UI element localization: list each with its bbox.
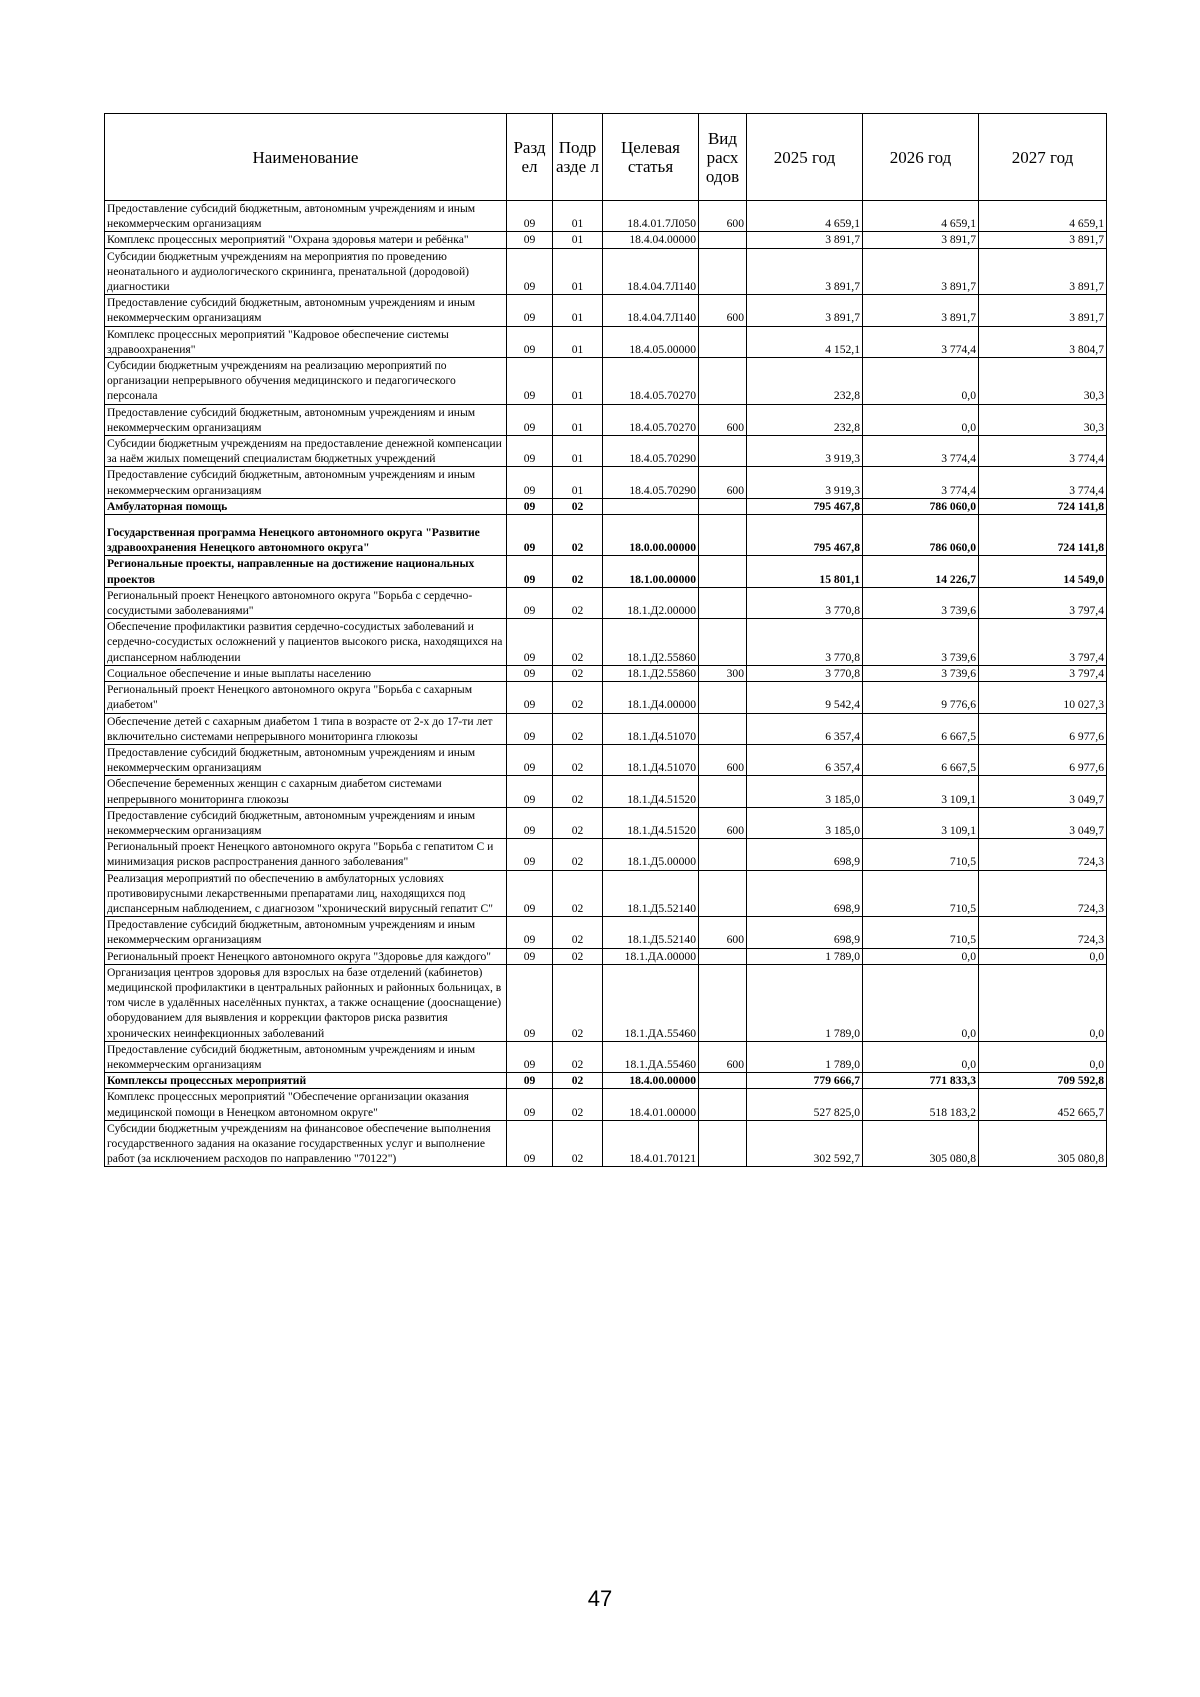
page-number: 47: [587, 1586, 613, 1611]
table-row: [105, 358, 1107, 405]
row-section: 09: [507, 232, 553, 248]
row-name: Субсидии бюджетным учреждениям на мероприятия по проведению неонатального и аудиологического скрининга, пренатальной (дородовой) диагностики: [105, 248, 507, 295]
row-section: 09: [507, 1120, 553, 1167]
row-section: 09: [507, 498, 553, 514]
row-target: 18.4.05.70290: [603, 467, 699, 498]
row-name: Предоставление субсидий бюджетным, автономным учреждениям и иным некоммерческим организациям: [105, 404, 507, 435]
row-value-2027: 3 891,7: [979, 248, 1107, 295]
row-target: 18.1.Д5.52140: [603, 917, 699, 948]
row-value-2025: 3 185,0: [747, 807, 863, 838]
row-name: Комплекс процессных мероприятий "Кадровое обеспечение системы здравоохранения": [105, 326, 507, 357]
row-value-2025: 779 666,7: [747, 1073, 863, 1089]
table-row: [105, 436, 1107, 467]
row-value-2026: 786 060,0: [863, 515, 979, 556]
table-row: [105, 232, 1107, 248]
row-value-2025: 3 770,8: [747, 619, 863, 666]
row-subsection: 01: [553, 248, 603, 295]
row-target: 18.1.Д2.00000: [603, 587, 699, 618]
table-row: [105, 713, 1107, 744]
row-target: 18.1.Д4.51070: [603, 713, 699, 744]
row-target: 18.1.Д4.51070: [603, 744, 699, 775]
row-subsection: 02: [553, 682, 603, 713]
row-value-2026: 6 667,5: [863, 744, 979, 775]
row-value-2025: 1 789,0: [747, 948, 863, 964]
table-row: [105, 744, 1107, 775]
row-kind: 600: [699, 744, 747, 775]
row-target: 18.1.ДА.00000: [603, 948, 699, 964]
table-row: [105, 326, 1107, 357]
row-name: Региональный проект Ненецкого автономного округа "Здоровье для каждого": [105, 948, 507, 964]
table-row: [105, 682, 1107, 713]
row-value-2026: 3 774,4: [863, 326, 979, 357]
table-row: [105, 556, 1107, 587]
row-subsection: 02: [553, 556, 603, 587]
row-target: 18.4.01.00000: [603, 1089, 699, 1120]
row-section: 09: [507, 556, 553, 587]
row-subsection: 02: [553, 713, 603, 744]
row-value-2027: 3 797,4: [979, 619, 1107, 666]
row-kind: [699, 436, 747, 467]
row-value-2027: 305 080,8: [979, 1120, 1107, 1167]
table-row: [105, 1041, 1107, 1072]
row-value-2025: 232,8: [747, 358, 863, 405]
column-header-subsection: Подр азде л: [553, 114, 603, 201]
row-value-2026: 4 659,1: [863, 201, 979, 232]
row-name: Комплексы процессных мероприятий: [105, 1073, 507, 1089]
row-value-2026: 14 226,7: [863, 556, 979, 587]
row-name: Предоставление субсидий бюджетным, автономным учреждениям и иным некоммерческим организациям: [105, 467, 507, 498]
row-target: 18.4.05.00000: [603, 326, 699, 357]
row-kind: [699, 498, 747, 514]
row-subsection: 02: [553, 839, 603, 870]
row-subsection: 02: [553, 964, 603, 1041]
row-name: Предоставление субсидий бюджетным, автономным учреждениям и иным некоммерческим организациям: [105, 917, 507, 948]
row-name: Предоставление субсидий бюджетным, автономным учреждениям и иным некоммерческим организациям: [105, 295, 507, 326]
row-value-2026: 3 109,1: [863, 776, 979, 807]
row-value-2025: 4 659,1: [747, 201, 863, 232]
row-kind: 600: [699, 917, 747, 948]
table-row: [105, 870, 1107, 917]
row-value-2025: 795 467,8: [747, 498, 863, 514]
table-row: [105, 665, 1107, 681]
table-row: [105, 201, 1107, 232]
row-value-2026: 771 833,3: [863, 1073, 979, 1089]
column-header-kind: Вид расх одов: [699, 114, 747, 201]
row-subsection: 02: [553, 917, 603, 948]
row-value-2025: 698,9: [747, 839, 863, 870]
row-value-2027: 724,3: [979, 870, 1107, 917]
row-value-2026: 3 774,4: [863, 467, 979, 498]
row-name: Комплекс процессных мероприятий "Охрана здоровья матери и ребёнка": [105, 232, 507, 248]
row-kind: [699, 326, 747, 357]
row-value-2027: 4 659,1: [979, 201, 1107, 232]
column-header-target: Целевая статья: [603, 114, 699, 201]
row-name: Социальное обеспечение и иные выплаты населению: [105, 665, 507, 681]
row-subsection: 02: [553, 1089, 603, 1120]
row-value-2027: 724 141,8: [979, 498, 1107, 514]
row-kind: [699, 682, 747, 713]
row-section: 09: [507, 467, 553, 498]
row-target: 18.0.00.00000: [603, 515, 699, 556]
row-section: 09: [507, 776, 553, 807]
row-section: 09: [507, 295, 553, 326]
row-target: 18.1.Д4.00000: [603, 682, 699, 713]
row-value-2026: 9 776,6: [863, 682, 979, 713]
row-value-2027: 724,3: [979, 917, 1107, 948]
row-value-2027: 3 774,4: [979, 467, 1107, 498]
row-kind: 600: [699, 1041, 747, 1072]
row-value-2026: 518 183,2: [863, 1089, 979, 1120]
row-target: 18.4.04.7Л140: [603, 248, 699, 295]
table-row: [105, 587, 1107, 618]
row-target: 18.1.Д4.51520: [603, 776, 699, 807]
row-value-2026: 710,5: [863, 917, 979, 948]
row-section: 09: [507, 682, 553, 713]
row-value-2027: 0,0: [979, 964, 1107, 1041]
row-name: Обеспечение детей с сахарным диабетом 1 типа в возрасте от 2-х до 17-ти лет включительно системами непрерывного мониторинга глюкозы: [105, 713, 507, 744]
row-kind: [699, 587, 747, 618]
row-subsection: 01: [553, 201, 603, 232]
row-section: 09: [507, 917, 553, 948]
row-section: 09: [507, 948, 553, 964]
row-section: 09: [507, 404, 553, 435]
row-kind: [699, 964, 747, 1041]
row-subsection: 02: [553, 807, 603, 838]
row-value-2027: 709 592,8: [979, 1073, 1107, 1089]
row-subsection: 02: [553, 1041, 603, 1072]
row-value-2026: 3 739,6: [863, 665, 979, 681]
row-target: [603, 498, 699, 514]
row-value-2025: 232,8: [747, 404, 863, 435]
row-value-2027: 6 977,6: [979, 713, 1107, 744]
row-kind: [699, 619, 747, 666]
row-name: Субсидии бюджетным учреждениям на реализацию мероприятий по организации непрерывного обучения медицинского и педагогического персонала: [105, 358, 507, 405]
row-subsection: 02: [553, 587, 603, 618]
row-target: 18.4.01.7Л050: [603, 201, 699, 232]
row-target: 18.1.Д2.55860: [603, 665, 699, 681]
row-kind: 600: [699, 467, 747, 498]
row-target: 18.4.00.00000: [603, 1073, 699, 1089]
row-target: 18.4.05.70270: [603, 358, 699, 405]
row-target: 18.4.05.70290: [603, 436, 699, 467]
row-section: 09: [507, 587, 553, 618]
row-subsection: 01: [553, 436, 603, 467]
row-kind: [699, 948, 747, 964]
row-value-2025: 698,9: [747, 870, 863, 917]
row-section: 09: [507, 1073, 553, 1089]
table-row: [105, 467, 1107, 498]
row-kind: [699, 870, 747, 917]
table-row: [105, 839, 1107, 870]
row-section: 09: [507, 1041, 553, 1072]
row-subsection: 01: [553, 358, 603, 405]
row-kind: [699, 358, 747, 405]
row-kind: [699, 248, 747, 295]
row-value-2027: 3 804,7: [979, 326, 1107, 357]
row-name: Региональный проект Ненецкого автономного округа "Борьба с гепатитом С и минимизация рисков распространения данного заболевания": [105, 839, 507, 870]
row-name: Комплекс процессных мероприятий "Обеспечение организации оказания медицинской помощи в Ненецком автономном округе": [105, 1089, 507, 1120]
row-target: 18.1.ДА.55460: [603, 964, 699, 1041]
table-body: [105, 201, 1107, 1167]
row-target: 18.4.05.70270: [603, 404, 699, 435]
column-header-2027: 2027 год: [979, 114, 1107, 201]
row-section: 09: [507, 807, 553, 838]
table-row: [105, 515, 1107, 556]
row-value-2025: 9 542,4: [747, 682, 863, 713]
row-value-2027: 3 797,4: [979, 587, 1107, 618]
row-section: 09: [507, 870, 553, 917]
row-value-2025: 3 770,8: [747, 665, 863, 681]
row-value-2026: 3 891,7: [863, 232, 979, 248]
row-kind: [699, 1089, 747, 1120]
row-name: Предоставление субсидий бюджетным, автономным учреждениям и иным некоммерческим организациям: [105, 201, 507, 232]
row-value-2026: 3 739,6: [863, 619, 979, 666]
row-target: 18.1.00.00000: [603, 556, 699, 587]
row-name: Региональные проекты, направленные на достижение национальных проектов: [105, 556, 507, 587]
row-section: 09: [507, 964, 553, 1041]
row-section: 09: [507, 839, 553, 870]
table-row: [105, 404, 1107, 435]
row-value-2027: 0,0: [979, 948, 1107, 964]
row-value-2026: 710,5: [863, 839, 979, 870]
row-kind: [699, 713, 747, 744]
row-value-2027: 10 027,3: [979, 682, 1107, 713]
table-row: [105, 776, 1107, 807]
table-header-row: [105, 114, 1107, 201]
row-subsection: 01: [553, 467, 603, 498]
row-value-2026: 3 891,7: [863, 248, 979, 295]
row-value-2025: 1 789,0: [747, 1041, 863, 1072]
row-value-2027: 724 141,8: [979, 515, 1107, 556]
table-row: [105, 948, 1107, 964]
row-kind: 600: [699, 201, 747, 232]
row-name: Предоставление субсидий бюджетным, автономным учреждениям и иным некоммерческим организациям: [105, 1041, 507, 1072]
row-subsection: 02: [553, 515, 603, 556]
row-name: Организация центров здоровья для взрослых на базе отделений (кабинетов) медицинской профилактики в центральных районных и районных больницах, в том числе в удалённых населённых пунктах, а также оснащение (дооснащение) оборудованием для выявления и коррекции факторов риска развития хронических неинфекционных заболеваний: [105, 964, 507, 1041]
row-name: Амбулаторная помощь: [105, 498, 507, 514]
row-value-2027: 452 665,7: [979, 1089, 1107, 1120]
row-section: 09: [507, 436, 553, 467]
column-header-2025: 2025 год: [747, 114, 863, 201]
row-value-2026: 786 060,0: [863, 498, 979, 514]
row-subsection: 02: [553, 744, 603, 775]
row-value-2025: 3 891,7: [747, 295, 863, 326]
row-value-2025: 3 891,7: [747, 248, 863, 295]
row-kind: 600: [699, 295, 747, 326]
row-value-2025: 302 592,7: [747, 1120, 863, 1167]
table-row: [105, 1089, 1107, 1120]
row-section: 09: [507, 326, 553, 357]
row-value-2027: 3 049,7: [979, 807, 1107, 838]
row-subsection: 01: [553, 326, 603, 357]
row-target: 18.1.Д5.52140: [603, 870, 699, 917]
table-row: [105, 248, 1107, 295]
row-subsection: 01: [553, 295, 603, 326]
row-value-2027: 6 977,6: [979, 744, 1107, 775]
row-name: Государственная программа Ненецкого автономного округа "Развитие здравоохранения Ненецкого автономного округа": [105, 515, 507, 556]
row-value-2026: 0,0: [863, 358, 979, 405]
column-header-2026: 2026 год: [863, 114, 979, 201]
row-section: 09: [507, 515, 553, 556]
row-value-2027: 30,3: [979, 404, 1107, 435]
row-name: Субсидии бюджетным учреждениям на предоставление денежной компенсации за наём жилых помещений специалистам бюджетных учреждений: [105, 436, 507, 467]
row-value-2025: 6 357,4: [747, 744, 863, 775]
row-section: 09: [507, 665, 553, 681]
row-value-2027: 724,3: [979, 839, 1107, 870]
row-value-2026: 3 891,7: [863, 295, 979, 326]
row-name: Региональный проект Ненецкого автономного округа "Борьба с сердечно-сосудистыми заболеваниями": [105, 587, 507, 618]
row-subsection: 02: [553, 498, 603, 514]
row-name: Субсидии бюджетным учреждениям на финансовое обеспечение выполнения государственного задания на оказание государственных услуг и выполнение работ (за исключением расходов по направлению "70122"): [105, 1120, 507, 1167]
row-value-2025: 3 185,0: [747, 776, 863, 807]
row-value-2026: 3 739,6: [863, 587, 979, 618]
row-value-2027: 30,3: [979, 358, 1107, 405]
row-subsection: 02: [553, 870, 603, 917]
table-row: [105, 807, 1107, 838]
row-section: 09: [507, 248, 553, 295]
row-section: 09: [507, 201, 553, 232]
row-kind: [699, 515, 747, 556]
table-row: [105, 498, 1107, 514]
row-value-2025: 3 891,7: [747, 232, 863, 248]
row-value-2026: 710,5: [863, 870, 979, 917]
row-value-2026: 6 667,5: [863, 713, 979, 744]
row-value-2026: 305 080,8: [863, 1120, 979, 1167]
row-kind: 300: [699, 665, 747, 681]
row-section: 09: [507, 619, 553, 666]
row-value-2027: 0,0: [979, 1041, 1107, 1072]
row-value-2025: 3 919,3: [747, 467, 863, 498]
row-kind: [699, 1120, 747, 1167]
row-target: 18.1.ДА.55460: [603, 1041, 699, 1072]
row-value-2026: 0,0: [863, 1041, 979, 1072]
row-value-2025: 6 357,4: [747, 713, 863, 744]
column-header-name: Наименование: [105, 114, 507, 201]
row-section: 09: [507, 1089, 553, 1120]
row-subsection: 02: [553, 776, 603, 807]
row-value-2025: 795 467,8: [747, 515, 863, 556]
row-name: Предоставление субсидий бюджетным, автономным учреждениям и иным некоммерческим организациям: [105, 744, 507, 775]
row-target: 18.4.01.70121: [603, 1120, 699, 1167]
row-name: Обеспечение беременных женщин с сахарным диабетом системами непрерывного мониторинга глюкозы: [105, 776, 507, 807]
row-section: 09: [507, 358, 553, 405]
row-kind: [699, 556, 747, 587]
row-kind: 600: [699, 807, 747, 838]
table-row: [105, 964, 1107, 1041]
row-subsection: 02: [553, 1073, 603, 1089]
row-value-2026: 3 774,4: [863, 436, 979, 467]
row-kind: [699, 232, 747, 248]
row-value-2027: 3 891,7: [979, 232, 1107, 248]
row-value-2027: 3 891,7: [979, 295, 1107, 326]
row-value-2025: 527 825,0: [747, 1089, 863, 1120]
row-value-2025: 3 919,3: [747, 436, 863, 467]
row-kind: 600: [699, 404, 747, 435]
row-value-2027: 3 797,4: [979, 665, 1107, 681]
budget-table: [104, 113, 1107, 1167]
table-row: [105, 1073, 1107, 1089]
row-name: Предоставление субсидий бюджетным, автономным учреждениям и иным некоммерческим организациям: [105, 807, 507, 838]
row-section: 09: [507, 713, 553, 744]
row-value-2027: 3 774,4: [979, 436, 1107, 467]
row-name: Региональный проект Ненецкого автономного округа "Борьба с сахарным диабетом": [105, 682, 507, 713]
row-kind: [699, 776, 747, 807]
row-target: 18.1.Д2.55860: [603, 619, 699, 666]
row-name: Реализация мероприятий по обеспечению в амбулаторных условиях противовирусными лекарственными препаратами лиц, находящихся под диспансерным наблюдением, с диагнозом "хронический вирусный гепатит С": [105, 870, 507, 917]
row-target: 18.1.Д4.51520: [603, 807, 699, 838]
row-subsection: 02: [553, 665, 603, 681]
row-value-2026: 0,0: [863, 404, 979, 435]
row-target: 18.4.04.00000: [603, 232, 699, 248]
row-value-2025: 4 152,1: [747, 326, 863, 357]
row-subsection: 01: [553, 232, 603, 248]
row-value-2026: 3 109,1: [863, 807, 979, 838]
row-kind: [699, 1073, 747, 1089]
table-row: [105, 917, 1107, 948]
row-subsection: 02: [553, 948, 603, 964]
row-name: Обеспечение профилактики развития сердечно-сосудистых заболеваний и сердечно-сосудистых осложнений у пациентов высокого риска, находящихся на диспансерном наблюдении: [105, 619, 507, 666]
row-value-2027: 14 549,0: [979, 556, 1107, 587]
row-kind: [699, 839, 747, 870]
table-row: [105, 1120, 1107, 1167]
table-row: [105, 295, 1107, 326]
row-subsection: 01: [553, 404, 603, 435]
column-header-section: Разд ел: [507, 114, 553, 201]
row-value-2025: 1 789,0: [747, 964, 863, 1041]
row-value-2025: 15 801,1: [747, 556, 863, 587]
row-subsection: 02: [553, 619, 603, 666]
row-value-2025: 698,9: [747, 917, 863, 948]
row-subsection: 02: [553, 1120, 603, 1167]
table-row: [105, 619, 1107, 666]
row-value-2027: 3 049,7: [979, 776, 1107, 807]
row-target: 18.1.Д5.00000: [603, 839, 699, 870]
row-value-2025: 3 770,8: [747, 587, 863, 618]
row-section: 09: [507, 744, 553, 775]
row-value-2026: 0,0: [863, 964, 979, 1041]
row-value-2026: 0,0: [863, 948, 979, 964]
row-target: 18.4.04.7Л140: [603, 295, 699, 326]
